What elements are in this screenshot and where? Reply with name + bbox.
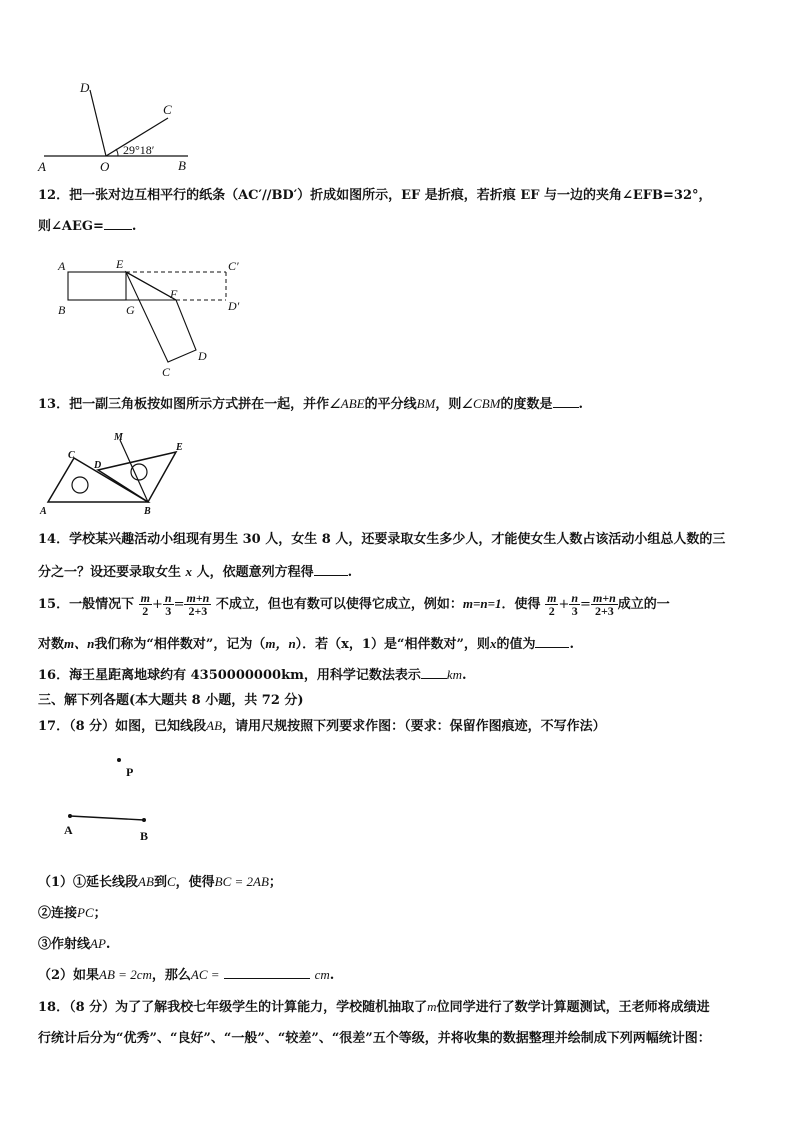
question-18-line2: 行统计后分为“优秀”、“良好”、“一般”、“较差”、“很差”五个等级，并将收集的数据整理并绘制成下列两幅统计图： xyxy=(38,1031,711,1046)
svg-text:A: A xyxy=(40,506,47,516)
segment-ab xyxy=(70,816,144,820)
question-18-line1: 18．（8 分）为了了解我校七年级学生的计算能力，学校随机抽取了m位同学进行了数学计算题测试，王老师将成绩进 xyxy=(38,999,710,1015)
svg-text:D: D xyxy=(94,460,102,471)
angle-label: 29°18′ xyxy=(123,143,155,157)
question-16: 16．海王星距离地球约有 4350000000km，用科学记数法表示 km. xyxy=(38,667,467,683)
answer-blank[interactable] xyxy=(535,635,569,648)
svg-text:A: A xyxy=(58,259,66,273)
question-14-line2: 分之一？设还要录取女生 x 人，依题意列方程得 . xyxy=(38,564,353,580)
label-b: B xyxy=(178,158,186,173)
point-p xyxy=(117,758,121,762)
angle-arc xyxy=(116,149,118,156)
question-17: 17．（8 分）如图，已知线段AB，请用尺规按照下列要求作图：（要求：保留作图痕迹，不写作法） xyxy=(38,718,606,734)
question-15-line2: 对数m、n我们称为“相伴数对”，记为（m，n）．若（x，1）是“相伴数对”，则x的值为 . xyxy=(38,636,574,652)
question-12-line1: 12．把一张对边互相平行的纸条（AC′//BD′）折成如图所示，EF 是折痕，若折痕 EF 与一边的夹角∠EFB=32°， xyxy=(38,188,712,203)
svg-text:C: C xyxy=(68,450,75,461)
answer-blank[interactable] xyxy=(104,217,132,230)
question-15-line1: 15．一般情况下 $\frac{m}{2}$ + $\frac{n}{3}$ = $\frac{m+n}{2+3}$ 不成立，但也有数可以使得它成立，例如：m=n=1．使得 $\frac{m}{2}$ + $\frac{n}{3}$ = $\frac{m+n}{2+3}$ 成立的一 xyxy=(38,591,670,618)
svg-text:B: B xyxy=(58,303,66,317)
answer-blank[interactable] xyxy=(553,395,579,408)
label-o: O xyxy=(100,159,110,174)
svg-text:E: E xyxy=(176,442,183,453)
svg-text:M: M xyxy=(114,432,123,443)
answer-blank[interactable] xyxy=(314,563,348,576)
svg-text:B: B xyxy=(140,829,149,843)
ray-od xyxy=(90,90,106,156)
svg-text:D: D xyxy=(198,349,207,363)
question-17-part4: （2）如果AB = 2cm，那么AC = cm. xyxy=(38,967,335,983)
angle-figure xyxy=(36,78,206,176)
svg-text:C′: C′ xyxy=(228,259,239,273)
answer-blank[interactable] xyxy=(421,666,447,679)
question-12-line2: 则∠AEG= . xyxy=(38,219,137,234)
svg-text:F: F xyxy=(170,287,178,301)
answer-blank[interactable] xyxy=(224,966,310,979)
label-c: C xyxy=(163,102,172,117)
svg-text:G: G xyxy=(126,303,135,317)
svg-text:A: A xyxy=(64,823,73,837)
set-squares-figure xyxy=(36,430,196,516)
label-d: D xyxy=(80,80,90,95)
svg-text:D′: D′ xyxy=(228,299,240,313)
strip-left xyxy=(68,272,126,300)
question-13: 13．把一副三角板按如图所示方式拼在一起，并作∠ABE的平分线BM，则∠CBM的度数是 . xyxy=(38,396,584,412)
segment-figure xyxy=(58,750,168,846)
label-a: A xyxy=(38,159,46,174)
svg-text:E: E xyxy=(116,257,124,271)
folded-part xyxy=(126,272,196,362)
question-17-part2: ②连接PC； xyxy=(38,905,107,921)
svg-text:C: C xyxy=(162,365,171,379)
svg-text:P: P xyxy=(126,765,134,779)
question-17-part1: （1）①延长线段AB到C，使得BC = 2AB； xyxy=(38,874,282,890)
question-17-part3: ③作射线AP. xyxy=(38,936,111,952)
section-heading: 三、解下列各题(本大题共 8 小题，共 72 分) xyxy=(38,693,304,708)
folded-strip-figure xyxy=(54,256,254,380)
question-14-line1: 14．学校某兴趣活动小组现有男生 30 人，女生 8 人，还要录取女生多少人，才能使女生人数占该活动小组总人数的三 xyxy=(38,532,726,547)
svg-text:B: B xyxy=(144,506,151,516)
